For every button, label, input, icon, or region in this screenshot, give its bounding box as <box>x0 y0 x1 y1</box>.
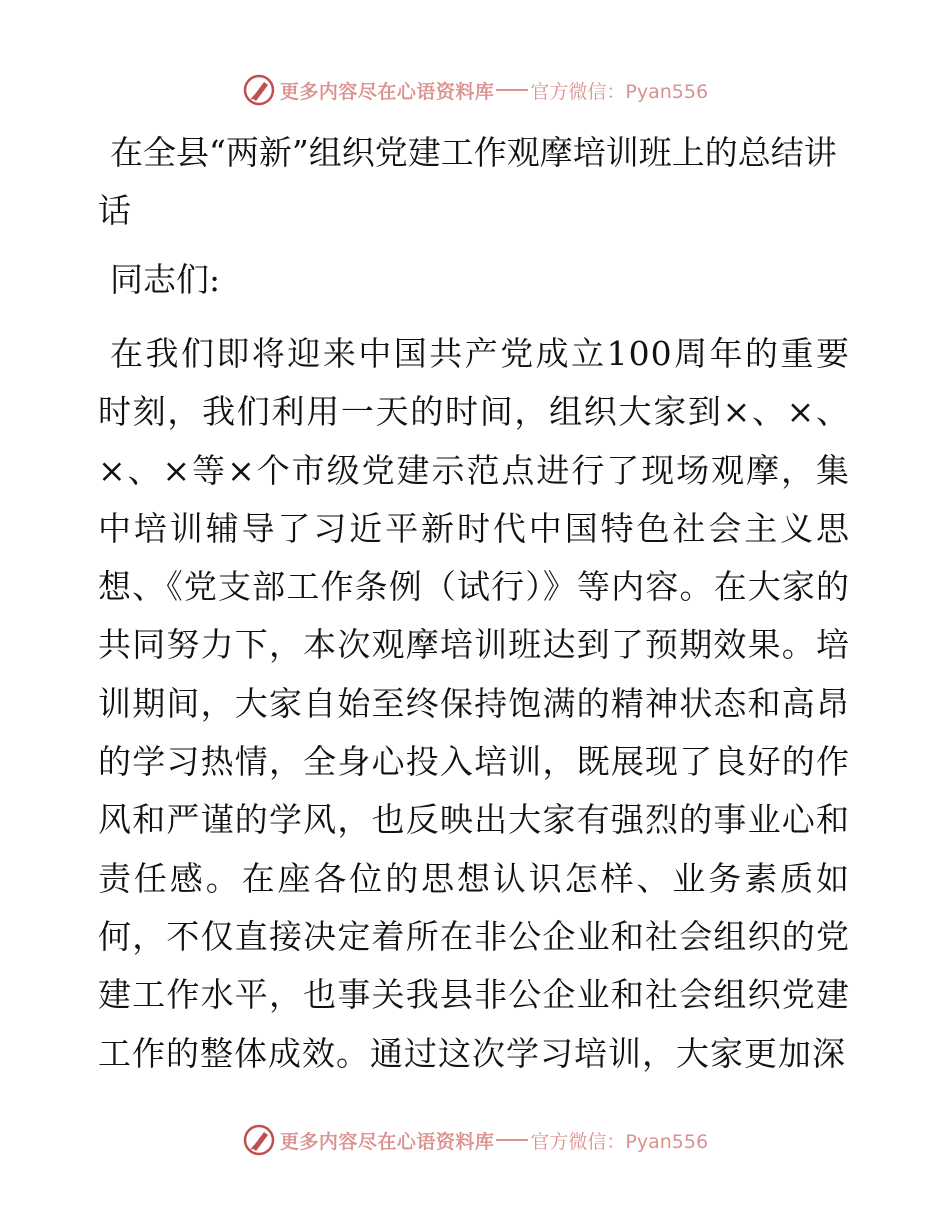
salutation: 同志们: <box>110 260 221 299</box>
banner-sub-text: 官方微信：Pyan556 <box>530 1130 709 1153</box>
banner-main-text: 更多内容尽在心语资料库 <box>279 1130 495 1153</box>
pen-circle-icon <box>242 73 276 107</box>
banner-main-text: 更多内容尽在心语资料库 <box>279 80 495 103</box>
footer-banner <box>0 1120 950 1160</box>
pen-circle-icon <box>242 1123 276 1157</box>
banner-divider <box>496 89 528 91</box>
body-paragraph: 在我们即将迎来中国共产党成立100周年的重要时刻，我们利用一天的时间，组织大家到×、×、×、×等×个市级党建示范点进行了现场观摩，集中培训辅导了习近平新时代中国特色社会主义思想、《党支部工作条例（试行）》等内容。在大家的共同努力下，本次观摩培训班达到了预期效果。培训期间，大家自始至终保持饱满的精神状态和高昂的学习热情，全身心投入培训，既展现了良好的作风和严谨的学风，也反映出大家有强烈的事业心和责任感。在座各位的思想认识怎样、业务素质如何，不仅直接决定着所在非公企业和社会组织的党建工作水平，也事关我县非公企业和社会组织党建工作的整体成效。通过这次学习培训，大家更加深 <box>98 334 850 1073</box>
document-title: 在全县“两新”组织党建工作观摩培训班上的总结讲话 <box>98 133 837 230</box>
banner-divider <box>496 1139 528 1141</box>
banner-sub-text: 官方微信：Pyan556 <box>530 80 709 103</box>
header-banner <box>0 70 950 110</box>
